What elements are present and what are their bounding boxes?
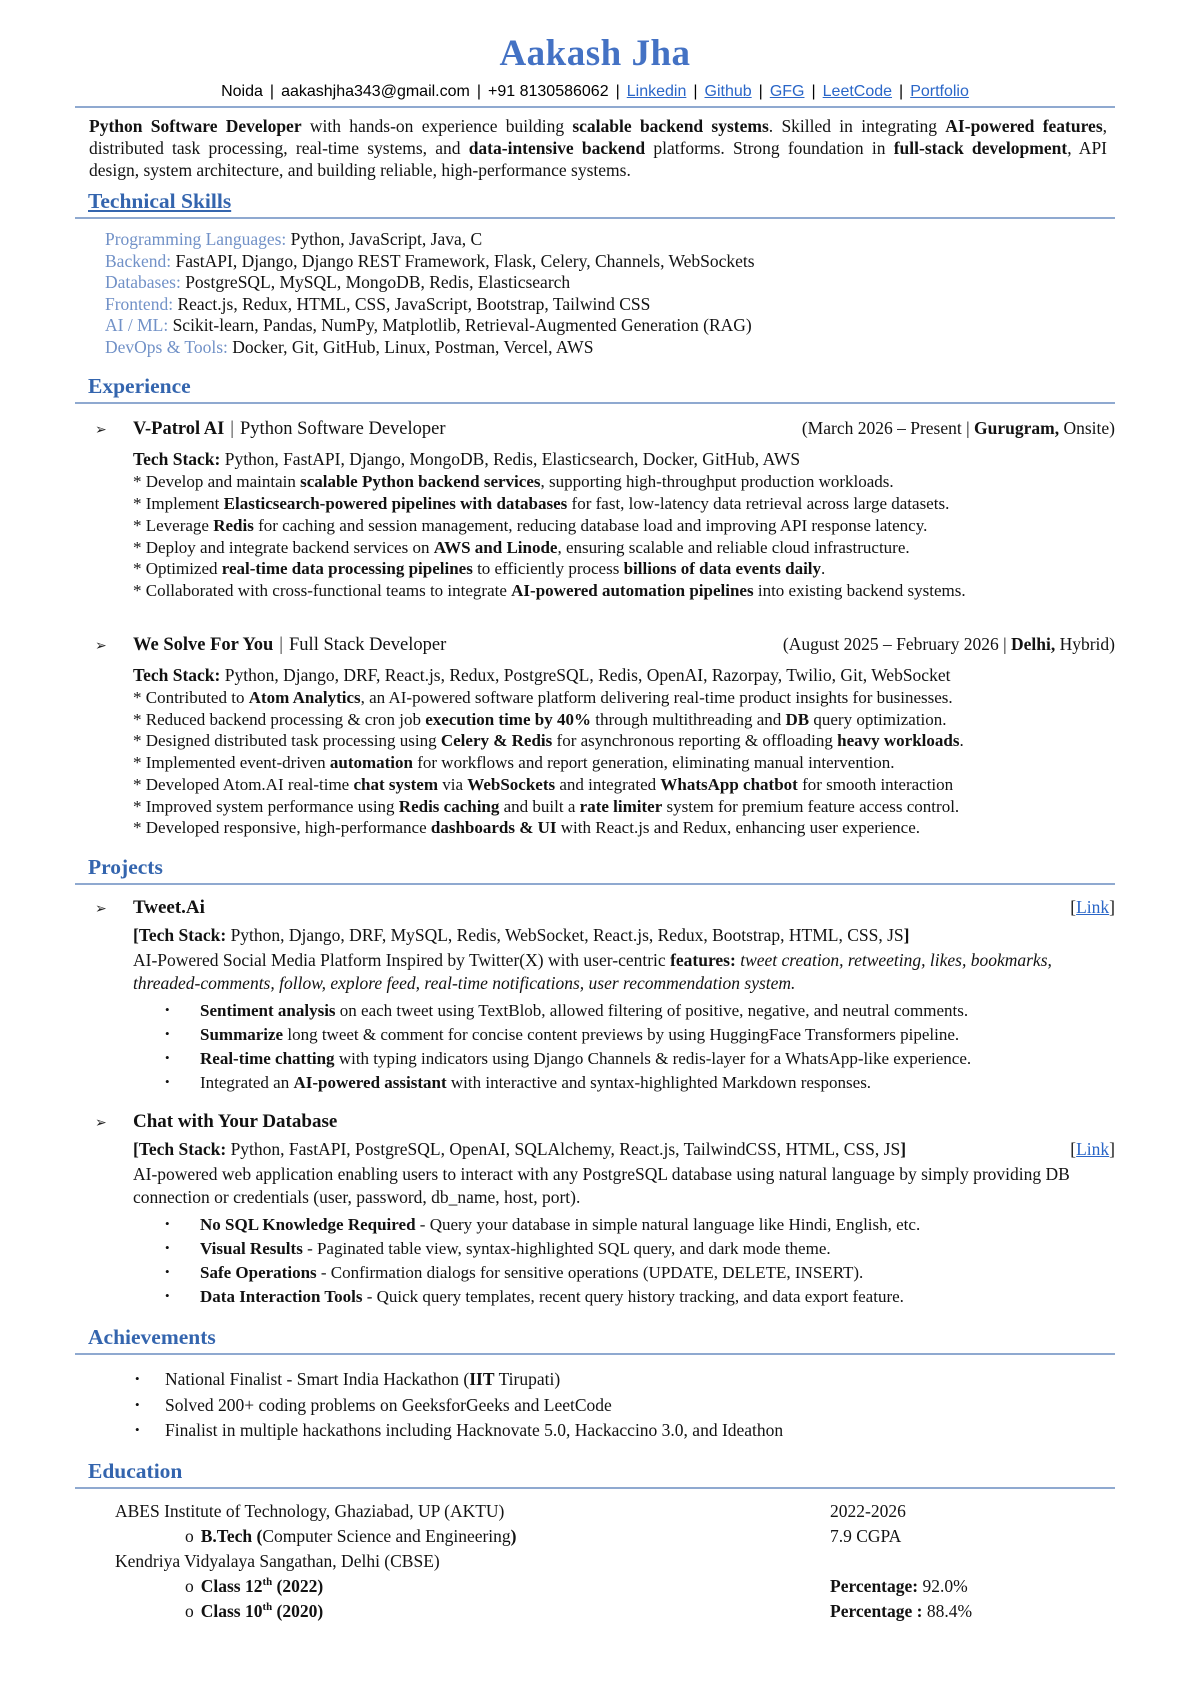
job-bullet-segment: heavy workloads (837, 731, 960, 751)
job-bullet-segment: * Implement (133, 494, 224, 514)
job-bullet (133, 515, 1115, 537)
project-bullet-segment: Real-time chatting (200, 1048, 335, 1068)
education-row (75, 1524, 1115, 1549)
job-bullet-segment: . (959, 731, 964, 751)
summary-segment: , API design, system architecture, and building reliable, high-performance systems. (89, 137, 1107, 181)
project-header (95, 1111, 1115, 1133)
job-bullet-segment: * Leverage (133, 515, 214, 535)
job-bullet-segment: DB (785, 709, 810, 729)
job-dates (802, 418, 1115, 439)
job-bullet-segment: through multithreading and (590, 709, 786, 729)
project-bullet (165, 1071, 1115, 1095)
contact-text: +91 8130586062 (488, 82, 609, 100)
section-head-experience (75, 374, 1115, 404)
project-bullet-text (200, 1261, 863, 1285)
education-score-segment: 7.9 CGPA (830, 1526, 902, 1547)
edu-marker: o (185, 1575, 194, 1596)
project-bullet-segment: long tweet & comment for concise content previews by using HuggingFace Transformers pipeline. (283, 1024, 960, 1044)
bullet-dot-icon: • (165, 1074, 170, 1090)
section-head-education (75, 1459, 1115, 1489)
project-bullet-list (165, 999, 1115, 1096)
project-bullet-segment: - Confirmation dialogs for sensitive operations (UPDATE, DELETE, INSERT). (316, 1262, 864, 1282)
job-bullet-segment: and built a (499, 796, 580, 816)
contact-separator: | (269, 82, 275, 100)
job-title (133, 635, 773, 656)
job-bullet-segment: * Reduced backend processing & cron job (133, 709, 426, 729)
project-bullet (165, 1047, 1115, 1071)
project-bullet-segment: - Quick query templates, recent query history tracking, and data export feature. (362, 1287, 904, 1307)
education-degree-segment: ) (510, 1526, 517, 1547)
job-bullet (133, 774, 1115, 796)
section-title-achievements: Achievements (88, 1325, 216, 1350)
project-bullet-segment: Summarize (200, 1024, 284, 1044)
contact-separator: | (811, 82, 816, 100)
project-bullet-text (200, 1213, 920, 1237)
project-bullet-segment: on each tweet using TextBlob, allowed filtering of positive, negative, and neutral comments. (335, 1000, 969, 1020)
job-bullet-segment: for caching and session management, reducing database load and improving API response latency. (253, 515, 928, 535)
job-bullet (133, 709, 1115, 731)
job-dates-segment: Gurugram, (974, 418, 1060, 439)
achievement-item (135, 1418, 1115, 1443)
skill-value: FastAPI, Django, Django REST Framework, Flask, Celery, Channels, WebSockets (171, 250, 755, 271)
skill-label: Frontend: (105, 293, 174, 314)
project-description (133, 1163, 1115, 1209)
education-degree-segment: Class 12 (200, 1575, 263, 1596)
education-right (830, 1499, 1115, 1524)
bullet-arrow-icon: ➢ (95, 902, 107, 918)
achievements-list (135, 1367, 1115, 1443)
summary-segment: with hands-on experience building (301, 115, 573, 136)
project-bullet-segment: Safe Operations (200, 1262, 317, 1282)
job-bullet-segment: execution time by 40% (425, 709, 591, 729)
company-name: We Solve For You (133, 634, 274, 655)
job-role: Python Software Developer (240, 419, 446, 440)
bracket-close: ] (1109, 897, 1115, 918)
contact-link-leetcode[interactable]: LeetCode (822, 82, 893, 100)
job-bullet-segment: , supporting high-throughput production workloads. (540, 472, 894, 492)
job-bullet-segment: for workflows and report generation, eliminating manual intervention. (412, 753, 895, 773)
project-desc-segment: AI-powered web application enabling users to interact with any PostgreSQL database using natural language by simply providing DB connection or credentials (user, password, db_name, host, port). (133, 1164, 1070, 1207)
job-bullet-list (133, 687, 1115, 839)
job-bullet-segment: system for premium feature access control. (662, 796, 960, 816)
education-degree (75, 1574, 830, 1599)
job-dates-segment: (August 2025 – February 2026 | (782, 633, 1011, 654)
project-bullet (165, 1237, 1115, 1261)
education-degree (75, 1524, 830, 1549)
job-entry (75, 418, 1115, 602)
section-head-technical-skills (75, 189, 1115, 219)
job-bullet-segment: AI-powered automation pipelines (511, 581, 754, 601)
contact-separator: | (476, 82, 482, 100)
section-title-projects: Projects (88, 855, 163, 880)
contact-separator: | (693, 82, 698, 100)
job-bullet-segment: rate limiter (579, 796, 663, 816)
achievement-item (135, 1367, 1115, 1392)
job-tech-stack (133, 665, 1115, 686)
contact-separator: | (615, 82, 620, 100)
job-bullet-segment: * Develop and maintain (133, 472, 301, 492)
bracket-open: [ (1070, 1139, 1077, 1160)
edu-marker: o (185, 1600, 194, 1621)
education-score (830, 1524, 1115, 1549)
project-bullet-segment: - Query your database in simple natural language like Hindi, English, etc. (415, 1214, 921, 1234)
project-header (95, 897, 1115, 919)
education-degree-segment: th (262, 1600, 273, 1613)
achievement-text (165, 1418, 783, 1443)
project-desc-segment: AI-Powered Social Media Platform Inspired by Twitter(X) with user-centric (133, 950, 671, 971)
achievement-segment: IIT (469, 1369, 495, 1390)
project-bullet (165, 1023, 1115, 1047)
job-bullet-segment: * Developed responsive, high-performance (133, 818, 431, 838)
project-tech-text (133, 1139, 1070, 1160)
bullet-dot-icon: • (135, 1421, 140, 1437)
achievement-item (135, 1393, 1115, 1418)
job-bullet-segment: for asynchronous reporting & offloading (552, 731, 838, 751)
section-title-education: Education (88, 1459, 183, 1484)
job-bullet-segment: * Implemented event-driven (133, 753, 330, 773)
project-desc-segment: tweet creation, retweeting, likes, bookmarks, threaded-comments, follow, explore feed, real-time notifications, user recommendation system. (133, 950, 1052, 993)
project-tech-segment: Python, Django, DRF, MySQL, Redis, WebSocket, React.js, Redux, Bootstrap, HTML, CSS, JS (226, 925, 904, 946)
achievement-segment: Finalist in multiple hackathons including Hacknovate 5.0, Hackaccino 3.0, and Ideathon (165, 1419, 784, 1440)
skill-row (105, 272, 1115, 294)
project-bullet-text (200, 1071, 871, 1095)
job-bullet-segment: WebSockets (467, 774, 556, 794)
bullet-dot-icon: • (165, 1025, 170, 1041)
job-bullet-segment: query optimization. (809, 709, 947, 729)
page-title: Aakash Jha (499, 33, 691, 74)
education-score (830, 1574, 1115, 1599)
skill-row (105, 294, 1115, 316)
project-bullet-segment: Visual Results (200, 1238, 303, 1258)
project-bullet-segment: Sentiment analysis (200, 1000, 336, 1020)
education-row (75, 1549, 1115, 1574)
bullet-dot-icon: • (165, 1263, 170, 1279)
skill-value: PostgreSQL, MySQL, MongoDB, Redis, Elasticsearch (180, 272, 571, 293)
contact-link-linkedin[interactable]: Linkedin (626, 82, 687, 100)
job-bullet-segment: * Collaborated with cross-functional teams to integrate (133, 581, 512, 601)
skill-row (105, 337, 1115, 359)
section-head-achievements (75, 1325, 1115, 1355)
contact-link-portfolio[interactable]: Portfolio (910, 82, 969, 100)
project-link-wrap (1070, 897, 1115, 918)
education-row (75, 1574, 1115, 1599)
job-dates-segment: Onsite) (1059, 418, 1115, 439)
project-bullet-segment: Data Interaction Tools (200, 1287, 363, 1307)
job-bullet-segment: automation (329, 753, 413, 773)
project-entry (75, 1111, 1115, 1309)
job-bullet-segment: scalable Python backend services (300, 472, 541, 492)
job-bullet-segment: with React.js and Redux, enhancing user experience. (556, 818, 921, 838)
achievement-text (165, 1367, 560, 1392)
job-dates (783, 634, 1115, 655)
skill-value: Scikit-learn, Pandas, NumPy, Matplotlib, Retrieval-Augmented Generation (RAG) (168, 315, 752, 336)
bracket-open: [ (1070, 897, 1077, 918)
project-desc-segment: features: (670, 950, 736, 971)
job-bullet (133, 580, 1115, 602)
project-bullet-segment: Integrated an (200, 1073, 294, 1093)
edu-marker: o (185, 1526, 194, 1547)
job-bullet-segment: Celery & Redis (440, 731, 553, 751)
project-tech-segment: Python, FastAPI, PostgreSQL, OpenAI, SQLAlchemy, React.js, TailwindCSS, HTML, CSS, JS (226, 1139, 901, 1160)
bullet-dot-icon: • (165, 1001, 170, 1017)
tech-stack-value: Python, FastAPI, Django, MongoDB, Redis, Elasticsearch, Docker, GitHub, AWS (220, 449, 801, 470)
job-bullet-segment: * Contributed to (133, 687, 249, 707)
job-bullet-segment: Elasticsearch-powered pipelines with databases (223, 494, 568, 514)
project-tech-segment: ] (903, 925, 910, 946)
project-bullet-text (200, 1237, 831, 1261)
project-bullet-text (200, 999, 968, 1023)
section-head-projects (75, 855, 1115, 885)
education-degree-segment: Class 10 (200, 1600, 263, 1621)
education-degree-segment: (2020) (272, 1600, 324, 1621)
project-link[interactable]: Link (1076, 1139, 1110, 1160)
project-bullet-segment: - Paginated table view, syntax-highlighted SQL query, and dark mode theme. (302, 1238, 831, 1258)
education-school: ABES Institute of Technology, Ghaziabad, UP (AKTU) (115, 1501, 505, 1522)
job-dates-segment: (March 2026 – Present | (801, 418, 975, 439)
bullet-arrow-icon: ➢ (95, 423, 107, 439)
section-title-experience: Experience (88, 374, 191, 399)
bracket-close: ] (1109, 1139, 1115, 1160)
project-tech-stack (133, 925, 1115, 946)
skills-list (105, 229, 1115, 358)
bullet-dot-icon: • (165, 1215, 170, 1231)
education-score-segment: Percentage : (830, 1600, 923, 1621)
project-tech-stack (133, 1139, 1115, 1160)
tech-stack-label: Tech Stack: (133, 664, 221, 685)
skill-label: Databases: (105, 272, 181, 293)
job-bullet-segment: AWS and Linode (433, 537, 558, 557)
achievement-segment: Tirupati) (494, 1369, 561, 1390)
project-tech-text (133, 925, 1115, 946)
header-divider (75, 106, 1115, 108)
job-bullet (133, 537, 1115, 559)
education-degree-segment: B.Tech ( (200, 1526, 263, 1547)
education-degree (75, 1599, 830, 1624)
education-school: Kendriya Vidyalaya Sangathan, Delhi (CBSE) (115, 1551, 440, 1571)
skill-value: Docker, Git, GitHub, Linux, Postman, Vercel, AWS (227, 336, 594, 357)
job-bullet (133, 752, 1115, 774)
section-title-technical-skills: Technical Skills (88, 189, 232, 214)
projects-list (75, 897, 1115, 1309)
project-description (133, 949, 1115, 995)
job-tech-stack (133, 449, 1115, 470)
education-score-segment: 92.0% (918, 1575, 968, 1596)
project-entry (75, 897, 1115, 1095)
achievement-segment: National Finalist - Smart India Hackathon ( (165, 1369, 470, 1390)
project-bullet-segment: with interactive and syntax-highlighted Markdown responses. (446, 1073, 872, 1093)
project-tech-segment: ] (900, 1139, 907, 1160)
contact-link-gfg[interactable]: GFG (769, 82, 805, 100)
project-bullet-text (200, 1023, 959, 1047)
tech-stack-value: Python, Django, DRF, React.js, Redux, PostgreSQL, Redis, OpenAI, Razorpay, Twilio, Git, WebSocket (220, 664, 951, 685)
job-bullet (133, 817, 1115, 839)
summary-segment: , distributed task processing, real-time systems, and (89, 115, 1107, 158)
job-dates-segment: Hybrid) (1055, 633, 1115, 654)
bullet-arrow-icon: ➢ (95, 1116, 107, 1132)
job-bullet-segment: * Designed distributed task processing using (133, 731, 441, 751)
job-bullet-segment: , an AI-powered software platform delivering real-time product insights for businesses. (360, 687, 953, 707)
education-score-segment: 88.4% (922, 1600, 973, 1621)
skill-row (105, 229, 1115, 251)
job-bullet-segment: billions of data events daily (623, 559, 822, 579)
summary-segment: scalable backend systems (572, 115, 769, 136)
project-bullet-text (200, 1047, 971, 1071)
job-bullet-segment: for smooth interaction (797, 774, 954, 794)
education-degree-segment: (2022) (272, 1575, 324, 1596)
summary-paragraph (89, 115, 1107, 182)
job-role: Full Stack Developer (289, 634, 447, 655)
summary-segment: full-stack development (893, 137, 1068, 158)
education-right (830, 1549, 1115, 1574)
education-score (830, 1599, 1115, 1624)
contact-text: aakashjha343@gmail.com (281, 82, 470, 100)
achievement-segment: Solved 200+ coding problems on GeeksforGeeks and LeetCode (165, 1394, 612, 1415)
job-bullet (133, 687, 1115, 709)
education-degree-segment: Computer Science and Engineering (262, 1526, 511, 1547)
project-bullet (165, 1285, 1115, 1309)
job-title (133, 419, 792, 440)
summary-segment: AI-powered features (945, 115, 1103, 136)
job-bullet-segment: . (821, 559, 826, 579)
skill-row (105, 315, 1115, 337)
job-bullet-segment: for fast, low-latency data retrieval across large datasets. (567, 494, 950, 514)
bullet-dot-icon: • (135, 1396, 140, 1412)
job-entry (75, 634, 1115, 839)
project-link-wrap (1070, 1139, 1115, 1160)
job-dates-segment: Delhi, (1010, 633, 1056, 654)
bullet-dot-icon: • (165, 1288, 170, 1304)
contact-line (75, 83, 1115, 101)
project-bullet-text (200, 1285, 904, 1309)
bullet-dot-icon: • (165, 1239, 170, 1255)
job-bullet (133, 493, 1115, 515)
summary-segment: . Skilled in integrating (768, 115, 946, 136)
title-separator: | (279, 634, 284, 655)
bullet-dot-icon: • (165, 1049, 170, 1065)
education-degree-segment: th (262, 1576, 273, 1589)
skill-row (105, 251, 1115, 273)
company-name: V-Patrol AI (133, 419, 225, 440)
job-bullet-segment: chat system (353, 774, 438, 794)
job-bullet-segment: Atom Analytics (248, 687, 361, 707)
education-right-segment: 2022-2026 (830, 1501, 906, 1522)
job-bullet (133, 558, 1115, 580)
experience-jobs (75, 418, 1115, 839)
project-name: Tweet.Ai (133, 897, 205, 919)
project-link[interactable]: Link (1076, 897, 1110, 918)
job-bullet (133, 471, 1115, 493)
job-bullet-segment: * Improved system performance using (133, 796, 399, 816)
education-score-segment: Percentage: (830, 1575, 919, 1596)
project-tech-segment: [Tech Stack: (133, 925, 227, 946)
job-bullet-segment: * Deploy and integrate backend services on (133, 537, 434, 557)
job-bullet-segment: , ensuring scalable and reliable cloud infrastructure. (557, 537, 910, 557)
job-bullet-segment: into existing backend systems. (753, 581, 966, 601)
skill-label: Backend: (105, 250, 172, 271)
contact-text: Noida (221, 82, 263, 100)
job-bullet-segment: real-time data processing pipelines (221, 559, 473, 579)
title-separator: | (230, 419, 235, 440)
skill-label: Programming Languages: (105, 229, 287, 250)
education-row (75, 1499, 1115, 1524)
contact-separator: | (758, 82, 763, 100)
skill-value: Python, JavaScript, Java, C (286, 229, 483, 250)
job-bullet-segment: dashboards & UI (430, 818, 557, 838)
skill-label: DevOps & Tools: (105, 336, 228, 357)
education-list (75, 1499, 1115, 1623)
job-bullet-segment: * Optimized (133, 559, 222, 579)
tech-stack-label: Tech Stack: (133, 449, 221, 470)
project-name: Chat with Your Database (133, 1111, 338, 1133)
project-bullet (165, 1213, 1115, 1237)
project-tech-segment: [Tech Stack: (133, 1139, 227, 1160)
bullet-arrow-icon: ➢ (95, 638, 107, 654)
project-bullet (165, 1261, 1115, 1285)
contact-link-github[interactable]: Github (704, 82, 752, 100)
project-bullet-segment: AI-powered assistant (293, 1073, 447, 1093)
summary-segment: Python Software Developer (89, 115, 302, 136)
job-bullet-segment: to efficiently process (472, 559, 624, 579)
job-bullet-segment: Redis caching (398, 796, 500, 816)
contact-separator: | (899, 82, 904, 100)
job-header (95, 418, 1115, 440)
project-bullet-segment: No SQL Knowledge Required (200, 1214, 416, 1234)
skill-label: AI / ML: (105, 315, 169, 336)
summary-segment: platforms. Strong foundation in (645, 137, 894, 158)
job-bullet-segment: and integrated (555, 774, 661, 794)
job-header (95, 634, 1115, 656)
project-bullet-segment: with typing indicators using Django Channels & redis-layer for a WhatsApp-like experience. (334, 1048, 972, 1068)
project-bullet-list (165, 1213, 1115, 1310)
job-bullet-segment: via (437, 774, 468, 794)
job-bullet-segment: * Developed Atom.AI real-time (133, 774, 354, 794)
bullet-dot-icon: • (135, 1371, 140, 1387)
job-bullet-list (133, 471, 1115, 602)
skill-value: React.js, Redux, HTML, CSS, JavaScript, Bootstrap, Tailwind CSS (173, 293, 651, 314)
job-bullet (133, 730, 1115, 752)
summary-segment: data-intensive backend (468, 137, 646, 158)
achievement-text (165, 1393, 612, 1418)
education-row (75, 1599, 1115, 1624)
job-bullet-segment: WhatsApp chatbot (660, 774, 798, 794)
job-bullet-segment: Redis (213, 515, 254, 535)
project-bullet (165, 999, 1115, 1023)
job-bullet (133, 796, 1115, 818)
